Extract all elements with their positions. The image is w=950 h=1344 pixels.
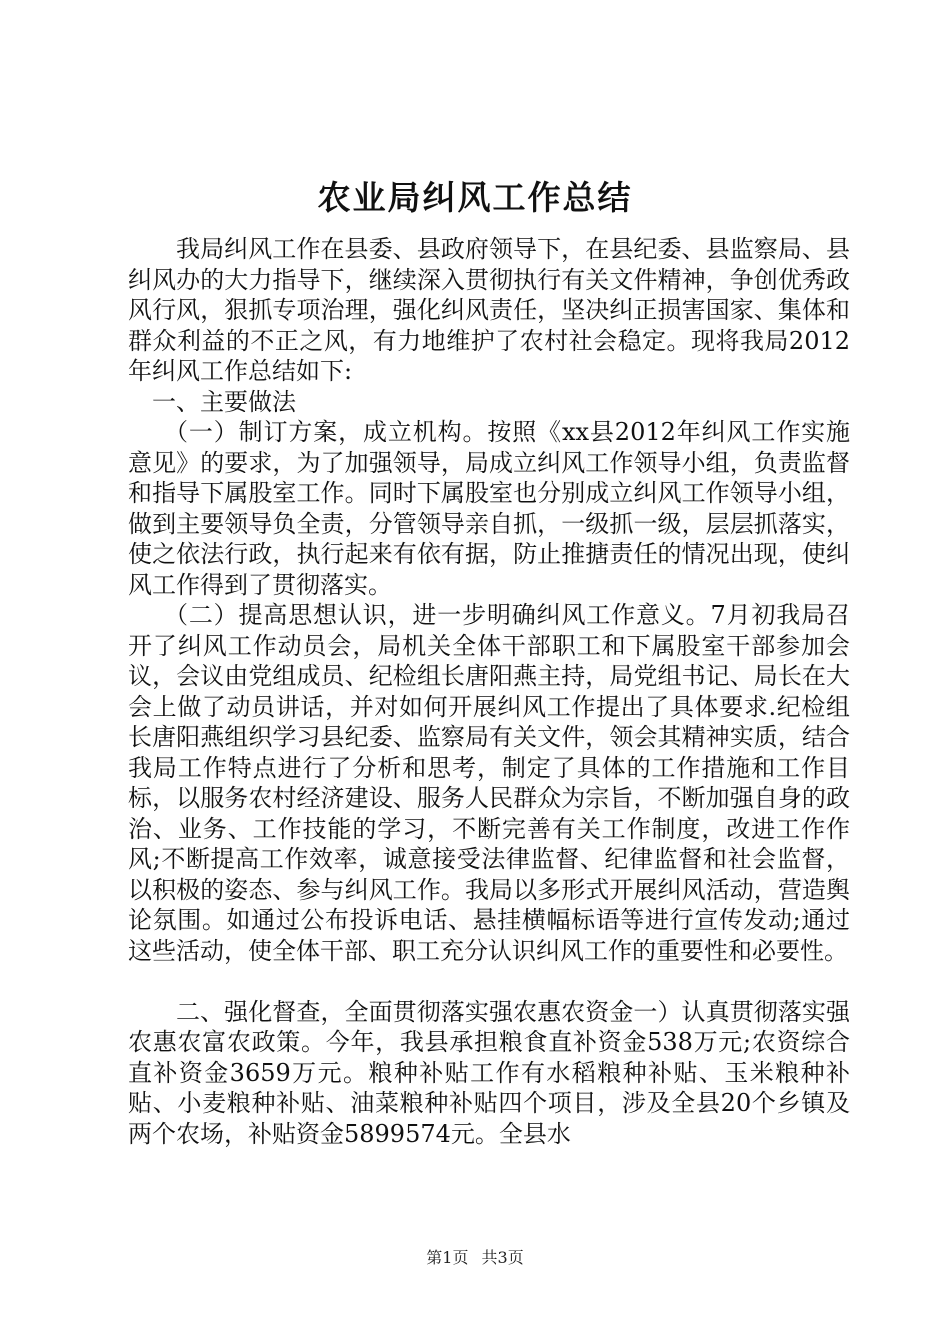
paragraph-raise-awareness: （二）提高思想认识，进一步明确纠风工作意义。7月初我局召开了纠风工作动员会，局机关全体干部职工和下属股室干部参加会议，会议由党组成员、纪检组长唐阳燕主持，局党组书记、局长在大会上做了动员讲话，并对如何开展纠风工作提出了具体要求.纪检组长唐阳燕组织学习县纪委、监察局有关文件，领会其精神实质，结合我局工作特点进行了分析和思考，制定了具体的工作措施和工作目标，以服务农村经济建设、服务人民群众为宗旨，不断加强自身的政治、业务、工作技能的学习，不断完善有关工作制度，改进工作作风;不断提高工作效率，诚意接受法律监督、纪律监督和社会监督，以积极的姿态、参与纠风工作。我局以多形式开展纠风活动，营造舆论氛围。如通过公布投诉电话、悬挂横幅标语等进行宣传发动;通过这些活动，使全体干部、职工充分认识纠风工作的重要性和必要性。 (128, 601, 850, 965)
document-title: 农业局纠风工作总结 (317, 178, 633, 217)
page-total: 共3页 (481, 1248, 524, 1267)
section-heading-main-practices: 一、主要做法 (152, 387, 296, 416)
paragraph-plan-and-organization: （一）制订方案，成立机构。按照《xx县2012年纠风工作实施意见》的要求，为了加强领导，局成立纠风工作领导小组，负责监督和指导下属股室工作。同时下属股室也分别成立纠风工作领导小组，做到主要领导负全责，分管领导亲自抓，一级抓一级，层层抓落实，使之依法行政，执行起来有依有据，防止推搪责任的情况出现，使纠风工作得到了贯彻落实。 (128, 418, 850, 599)
page-number: 第1页 (426, 1248, 469, 1267)
paragraph-spacer (128, 966, 850, 997)
paragraph-supervision: 二、强化督查，全面贯彻落实强农惠农资金一）认真贯彻落实强农惠农富农政策。今年，我县承担粮食直补资金538万元;农资综合直补资金3659万元。粮种补贴工作有水稻粮种补贴、玉米粮种补贴、小麦粮种补贴、油菜粮种补贴四个项目，涉及全县20个乡镇及两个农场，补贴资金5899574元。全县水 (128, 997, 850, 1148)
page-footer (0, 1245, 950, 1268)
document-body (128, 234, 850, 1149)
intro-paragraph: 我局纠风工作在县委、县政府领导下，在县纪委、县监察局、县纠风办的大力指导下，继续深入贯彻执行有关文件精神，争创优秀政风行风，狠抓专项治理，强化纠风责任，坚决纠正损害国家、集体和群众利益的不正之风，有力地维护了农村社会稳定。现将我局2012年纠风工作总结如下: (128, 235, 850, 385)
